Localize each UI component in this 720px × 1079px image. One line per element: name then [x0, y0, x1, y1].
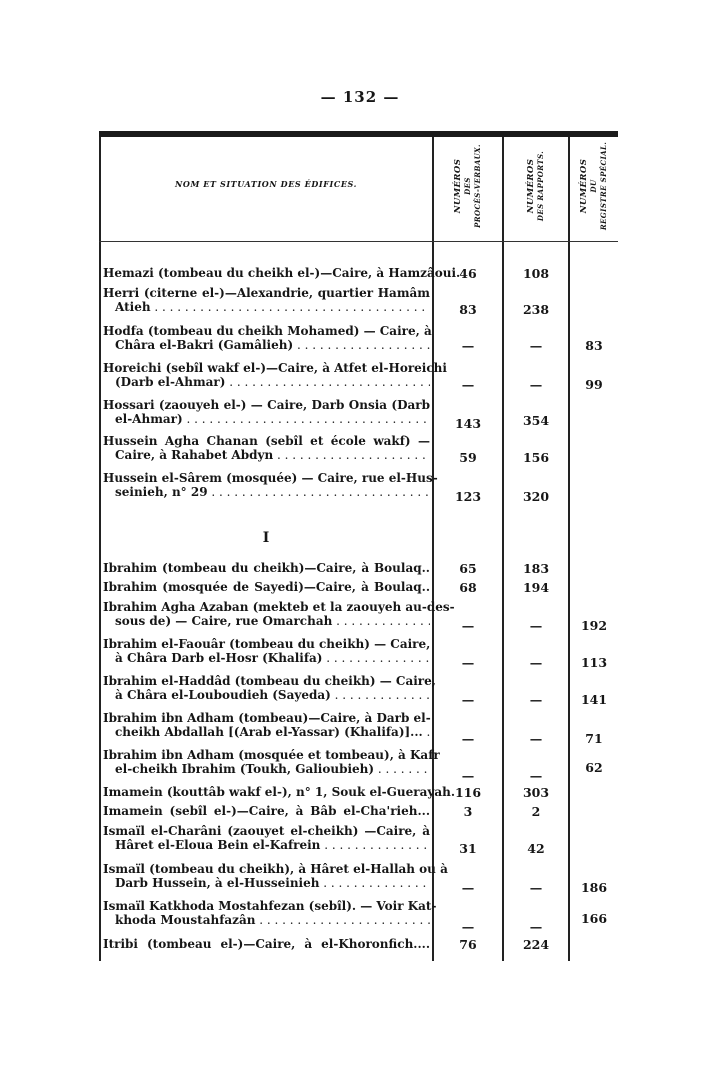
- edifice-name: Ismaïl el-Charâni (zaouyet el-cheikh) —Caire, à Hâret el-Eloua Bein el-Kafrein . . .: [103, 824, 430, 852]
- registre-number: 141: [580, 692, 608, 707]
- proces-verbal-number: —: [461, 880, 475, 895]
- proces-verbal-number: 31: [459, 841, 477, 856]
- rapport-number: —: [529, 919, 543, 934]
- page-number: — 132 —: [320, 88, 400, 106]
- rapport-number: 108: [522, 266, 550, 281]
- rapport-number: —: [529, 655, 543, 670]
- edifice-name: Itribi (tombeau el-)—Caire, à el-Khoronfich....: [103, 937, 430, 951]
- header-label: REGISTRE SPÉCIAL.: [599, 141, 609, 231]
- edifice-name: Hossari (zaouyeh el-) — Caire, Darb Onsia (Darb el-Ahmar) . . .: [103, 398, 430, 426]
- rapport-number: 224: [522, 937, 550, 952]
- header-registre-special: [570, 131, 618, 241]
- edifice-name: Ismaïl Katkhoda Mostahfezan (sebîl). — Voir Kat- khoda Moustahfazân . . .: [103, 899, 430, 927]
- rapport-number: 2: [531, 804, 541, 819]
- rapport-number: —: [529, 880, 543, 895]
- registre-number: 113: [580, 655, 608, 670]
- header-proces-verbaux: [434, 131, 502, 241]
- edifice-name: Hemazi (tombeau du cheikh el-)—Caire, à Hamzâoui.: [103, 266, 461, 280]
- edifice-name: Ibrahim el-Haddâd (tombeau du cheikh) — Caire, à Châra el-Louboudieh (Sayeda) . . .: [103, 674, 430, 702]
- edifices-table: [99, 131, 618, 961]
- column-rule: [432, 137, 434, 961]
- edifice-name: Hussein Agha Chanan (sebîl et école wakf) — Caire, à Rahabet Abdyn . . .: [103, 434, 430, 462]
- rapport-number: 320: [522, 489, 550, 504]
- proces-verbal-number: —: [461, 919, 475, 934]
- proces-verbal-number: 143: [454, 416, 482, 431]
- header-rule: [99, 241, 618, 242]
- header-name-column: NOM ET SITUATION DES ÉDIFICES.: [174, 179, 358, 189]
- header-label: DES RAPPORTS.: [536, 150, 545, 222]
- header-rapports: [504, 131, 568, 241]
- edifice-name: Hodfa (tombeau du cheikh Mohamed) — Caire, à Châra el-Bakri (Gamâlieh) . . .: [103, 324, 430, 352]
- header-label: PROCÈS-VERBAUX.: [473, 144, 483, 228]
- header-label: NUMÉROS: [579, 158, 590, 214]
- registre-number: 192: [580, 618, 608, 633]
- rapport-number: —: [529, 692, 543, 707]
- proces-verbal-number: 65: [459, 561, 477, 576]
- rapport-number: 303: [522, 785, 550, 800]
- edifice-name: Ibrahim ibn Adham (tombeau)—Caire, à Darb el- cheikh Abdallah [(Arab el-Yassar) (Khalifa)]... . . .: [103, 711, 430, 739]
- rapport-number: 238: [522, 302, 550, 317]
- edifice-name: Ismaïl (tombeau du cheikh), à Hâret el-Hallah ou à Darb Hussein, à el-Husseinieh . . .: [103, 862, 430, 890]
- header-label: DU: [589, 179, 599, 193]
- proces-verbal-number: 68: [459, 580, 477, 595]
- edifice-name: Ibrahim (tombeau du cheikh)—Caire, à Boulaq..: [103, 561, 430, 575]
- edifice-name: Imamein (sebîl el-)—Caire, à Bâb el-Cha'rieh...: [103, 804, 430, 818]
- rapport-number: —: [529, 338, 543, 353]
- header-label: DES: [463, 177, 473, 195]
- proces-verbal-number: —: [461, 377, 475, 392]
- column-rule: [568, 137, 570, 961]
- proces-verbal-number: 83: [459, 302, 477, 317]
- rapport-number: 183: [522, 561, 550, 576]
- section-letter: I: [262, 530, 270, 546]
- edifice-name: Horeichi (sebîl wakf el-)—Caire, à Atfet el-Horeichi (Darb el-Ahmar) . . .: [103, 361, 430, 389]
- proces-verbal-number: 46: [459, 266, 477, 281]
- edifice-name: Ibrahim el-Faouâr (tombeau du cheikh) — Caire, à Châra Darb el-Hosr (Khalifa) . . .: [103, 637, 430, 665]
- header-label: NUMÉROS: [453, 158, 464, 214]
- registre-number: 99: [585, 377, 603, 392]
- registre-number: 166: [580, 911, 608, 926]
- proces-verbal-number: —: [461, 692, 475, 707]
- rapport-number: —: [529, 768, 543, 783]
- registre-number: 83: [585, 338, 603, 353]
- proces-verbal-number: —: [461, 731, 475, 746]
- header-label: NUMÉROS: [526, 158, 536, 214]
- proces-verbal-number: 3: [463, 804, 473, 819]
- edifice-name: Herri (citerne el-)—Alexandrie, quartier Hamâm Atieh . . .: [103, 286, 430, 314]
- proces-verbal-number: —: [461, 655, 475, 670]
- edifice-name: Ibrahim Agha Azaban (mekteb et la zaouyeh au-des- sous de) — Caire, rue Omarchah . . .: [103, 600, 430, 628]
- rapport-number: 354: [522, 413, 550, 428]
- column-rule: [502, 137, 504, 961]
- edifice-name: Ibrahim (mosquée de Sayedi)—Caire, à Boulaq..: [103, 580, 430, 594]
- proces-verbal-number: 116: [454, 785, 482, 800]
- rapport-number: 194: [522, 580, 550, 595]
- proces-verbal-number: 59: [459, 450, 477, 465]
- registre-number: 62: [585, 760, 603, 775]
- edifice-name: Ibrahim ibn Adham (mosquée et tombeau), à Kafr el-cheikh Ibrahim (Toukh, Galioubieh) . . .: [103, 748, 430, 776]
- rapport-number: 156: [522, 450, 550, 465]
- proces-verbal-number: —: [461, 618, 475, 633]
- rapport-number: —: [529, 618, 543, 633]
- proces-verbal-number: —: [461, 768, 475, 783]
- rapport-number: —: [529, 377, 543, 392]
- edifice-name: Imamein (kouttâb wakf el-), n° 1, Souk el-Guerayah.: [103, 785, 456, 799]
- registre-number: 186: [580, 880, 608, 895]
- edifice-name: Hussein el-Sârem (mosquée) — Caire, rue el-Hus- seinieh, n° 29 . . .: [103, 471, 430, 499]
- proces-verbal-number: 123: [454, 489, 482, 504]
- table-left-rule: [99, 137, 101, 961]
- proces-verbal-number: —: [461, 338, 475, 353]
- rapport-number: —: [529, 731, 543, 746]
- rapport-number: 42: [527, 841, 545, 856]
- proces-verbal-number: 76: [459, 937, 477, 952]
- registre-number: 71: [585, 731, 603, 746]
